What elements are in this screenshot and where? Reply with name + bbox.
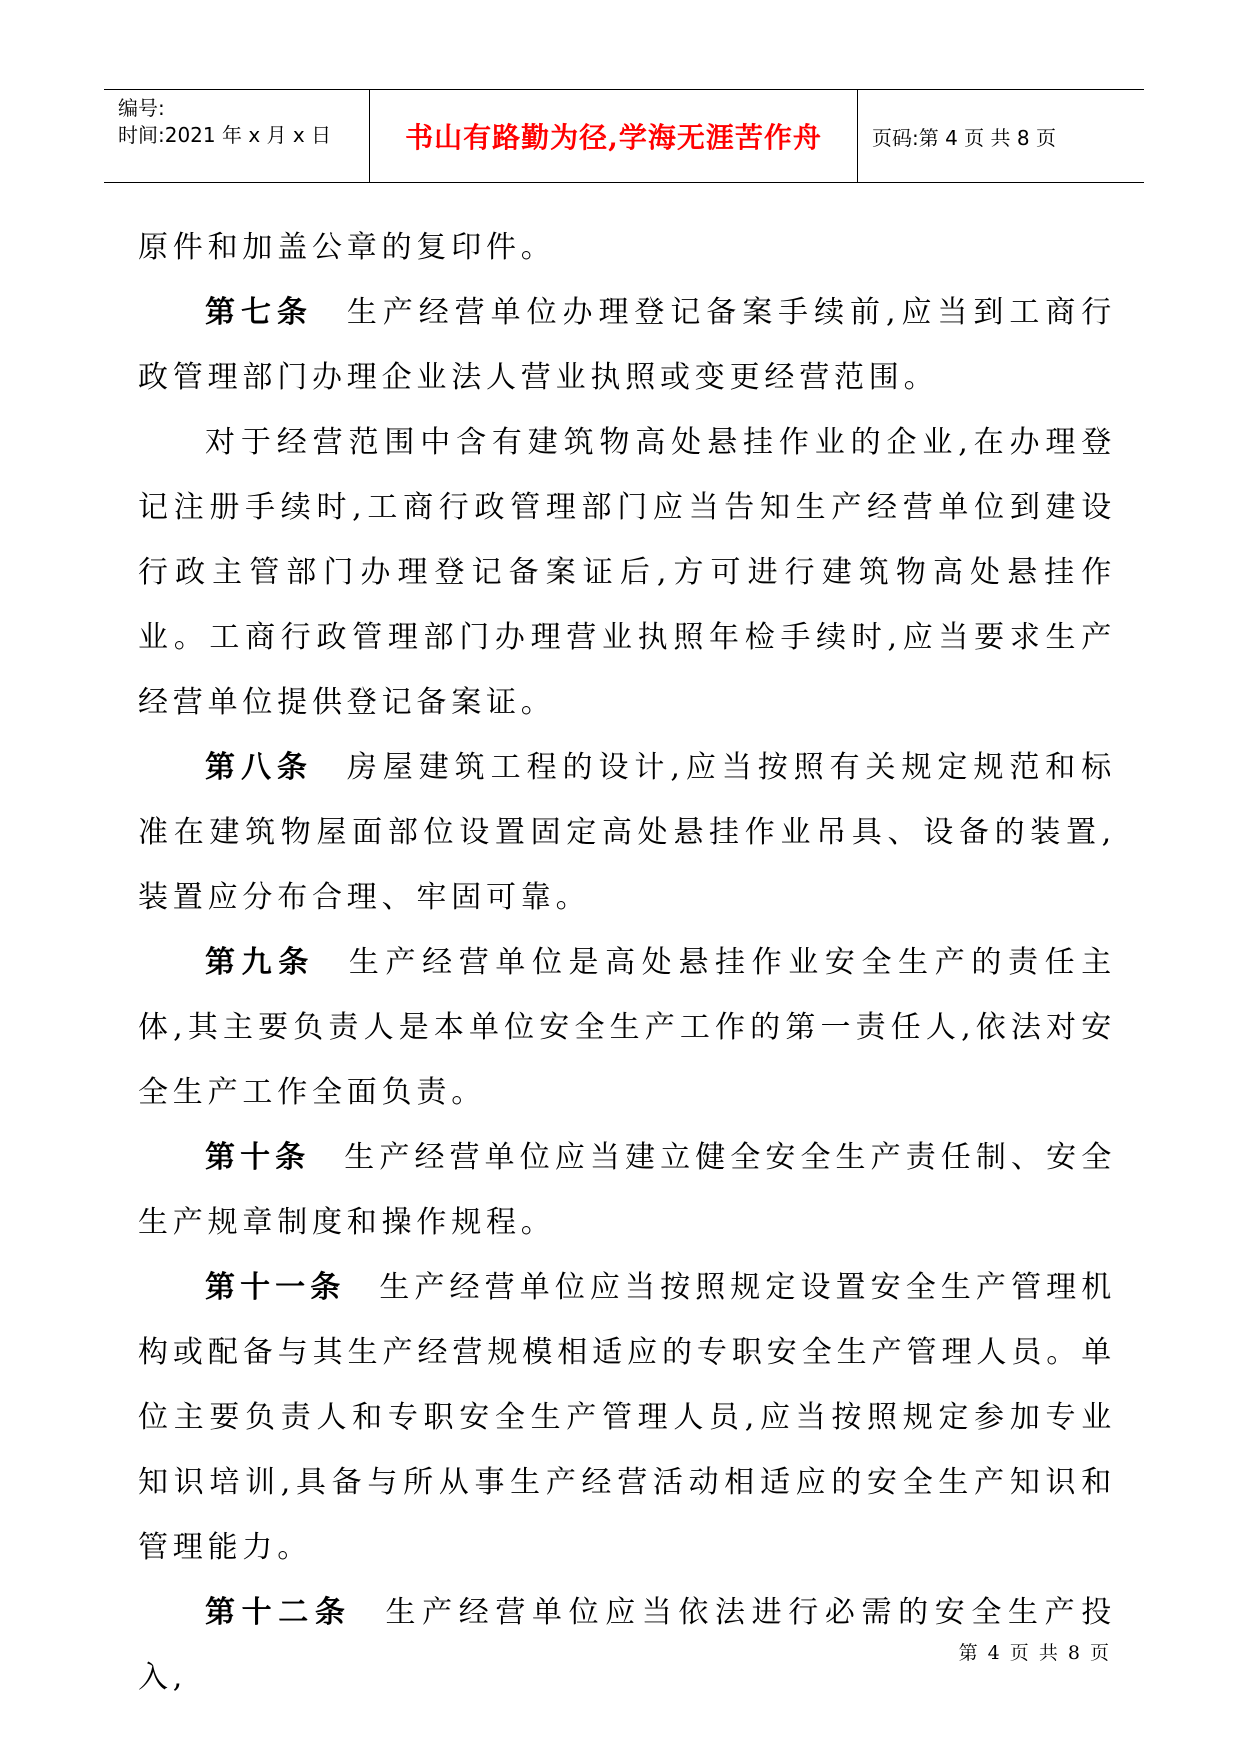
article-text: 生产经营单位应当依法进行必需的安全生产投入, [138, 1595, 1117, 1695]
article-heading: 第十一条 [205, 1270, 346, 1305]
article-heading: 第七条 [205, 295, 313, 330]
article-text: 生产经营单位是高处悬挂作业安全生产的责任主体,其主要负责人是本单位安全生产工作的第一责任人,依法对安全生产工作全面负责。 [138, 945, 1116, 1110]
paragraph-article-11 [138, 1255, 1116, 1580]
paragraph-body: 对于经营范围中含有建筑物高处悬挂作业的企业,在办理登记注册手续时,工商行政管理部门应当告知生产经营单位到建设行政主管部门办理登记备案证后,方可进行建筑物高处悬挂作业。工商行政管理部门办理营业执照年检手续时,应当要求生产经营单位提供登记备案证。 [138, 425, 1116, 720]
paragraph-article-8 [138, 735, 1116, 930]
article-text: 房屋建筑工程的设计,应当按照有关规定规范和标准在建筑物屋面部位设置固定高处悬挂作业吊具、设备的装置,装置应分布合理、牢固可靠。 [138, 750, 1117, 915]
header-meta [104, 90, 370, 182]
header-time-label: 时间:2021 年 x 月 x 日 [118, 123, 332, 147]
header-number-label: 编号: [118, 96, 165, 120]
document-body [138, 215, 1116, 1710]
paragraph-article-9 [138, 930, 1116, 1125]
article-heading: 第十二条 [205, 1595, 352, 1630]
article-text: 生产经营单位应当按照规定设置安全生产管理机构或配备与其生产经营规模相适应的专职安全生产管理人员。单位主要负责人和专职安全生产管理人员,应当按照规定参加专业知识培训,具备与所从事生产经营活动相适应的安全生产知识和管理能力。 [138, 1270, 1116, 1565]
document-header [104, 89, 1144, 183]
article-heading: 第九条 [205, 945, 315, 980]
article-text: 生产经营单位应当建立健全安全生产责任制、安全生产规章制度和操作规程。 [138, 1140, 1116, 1240]
page-footer: 第 4 页 共 8 页 [958, 1642, 1111, 1664]
header-motto: 书山有路勤为径,学海无涯苦作舟 [370, 90, 858, 182]
paragraph-article-7 [138, 280, 1116, 410]
paragraph-continuation: 原件和加盖公章的复印件。 [138, 230, 556, 265]
header-page-label: 页码:第 4 页 共 8 页 [872, 125, 1056, 150]
article-text: 生产经营单位办理登记备案手续前,应当到工商行政管理部门办理企业法人营业执照或变更经营范围。 [138, 295, 1117, 395]
article-heading: 第十条 [205, 1140, 311, 1175]
article-heading: 第八条 [205, 750, 313, 785]
paragraph-article-10 [138, 1125, 1116, 1255]
